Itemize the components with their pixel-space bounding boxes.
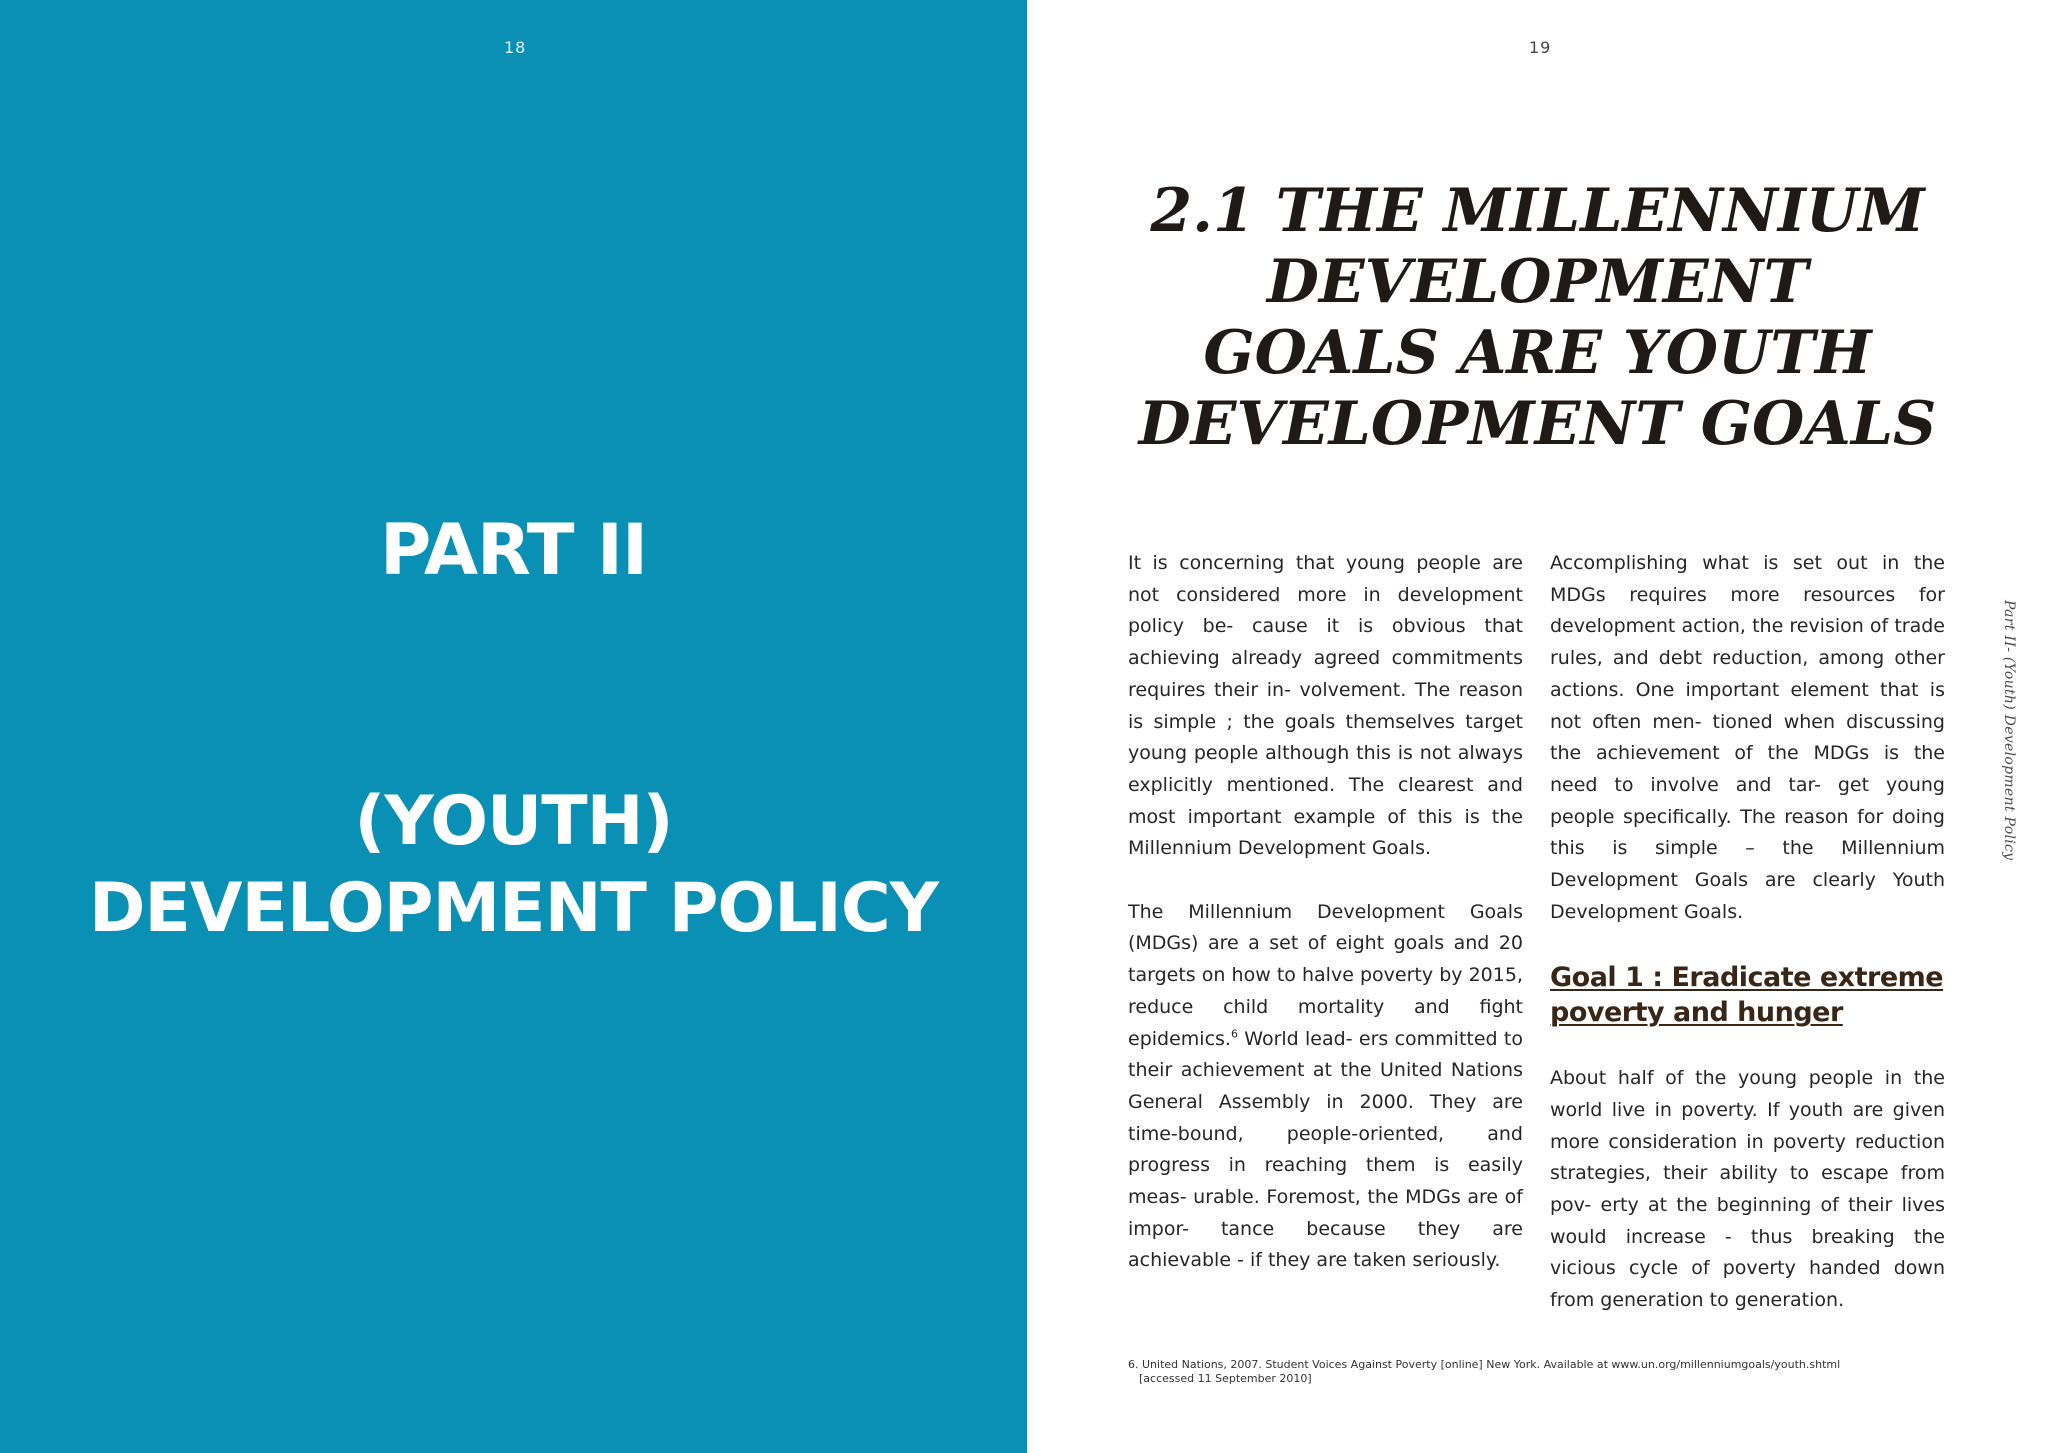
footnote-reference: 6 [1230,1027,1238,1041]
part-subtitle [0,778,1027,952]
footnote-line: 6. United Nations, 2007. Student Voices Against Poverty [online] New York. Available at www.un.org/millenniumgoals/youth.shtml [1128,1358,1841,1371]
part-subtitle-line: (YOUTH) [354,782,673,861]
footnote-line: [accessed 11 September 2010] [1139,1372,1312,1385]
running-head: Part II- (Youth) Development Policy [2001,600,2017,861]
body-text: The Millennium Development Goals (MDGs) are a set of eight goals and 20 targets on how to halve poverty by 2015, reduce child mortality and fight epidemics. [1128,900,1523,1050]
page-number-left: 18 [504,38,527,57]
body-text: World lead- ers committed to their achievement at the United Nations General Assembly in 2000. They are time-bound, people-oriented, and progress in reaching them is easily meas- urable. Foremost, the MDGs are of impor- tance because they are achievable - if they are taken seriously. [1128,1027,1523,1272]
goal-heading: Goal 1 : Eradicate extreme poverty and hunger [1550,962,1944,1029]
body-paragraph: It is concerning that young people are not considered more in development policy be- cause it is obvious that achieving already agreed commitments requires their in- volvement. The reason is simple ; the goals themselves target young people although this is not always explicitly mentioned. The clearest and most important example of this is the Millennium Development Goals. [1128,552,1523,860]
chapter-title-line: DEVELOPMENT GOALS [1138,389,1937,459]
footnote [1128,1358,1928,1386]
body-paragraph [1128,897,1523,1277]
body-paragraph: Accomplishing what is set out in the MDGs requires more resources for development action, the revision of trade rules, and debt reduction, among other actions. One important element that is not often men- tioned when discussing the achievement of the MDGs is the need to involve and tar- get young people specifically. The reason for doing this is simple – the Millennium Development Goals are clearly Youth Development Goals. [1550,552,1945,923]
body-paragraph: About half of the young people in the world live in poverty. If youth are given more consideration in poverty reduction strategies, their ability to escape from pov- erty at the beginning of their lives would increase - thus breaking the vicious cycle of poverty handed down from generation to generation. [1550,1067,1945,1312]
part-subtitle-line: DEVELOPMENT POLICY [88,869,939,948]
part-title: PART II [379,509,648,591]
right-page [1027,0,2048,1453]
page-number-right: 19 [1529,38,1552,57]
chapter-title-line: DEVELOPMENT [1266,247,1809,317]
chapter-title-line: 2.1 THE MILLENNIUM [1150,176,1925,246]
chapter-title-line: GOALS ARE YOUTH [1203,318,1872,388]
body-column-left [1128,548,1523,1309]
chapter-title [1027,176,2048,460]
body-column-right [1550,548,1945,1348]
